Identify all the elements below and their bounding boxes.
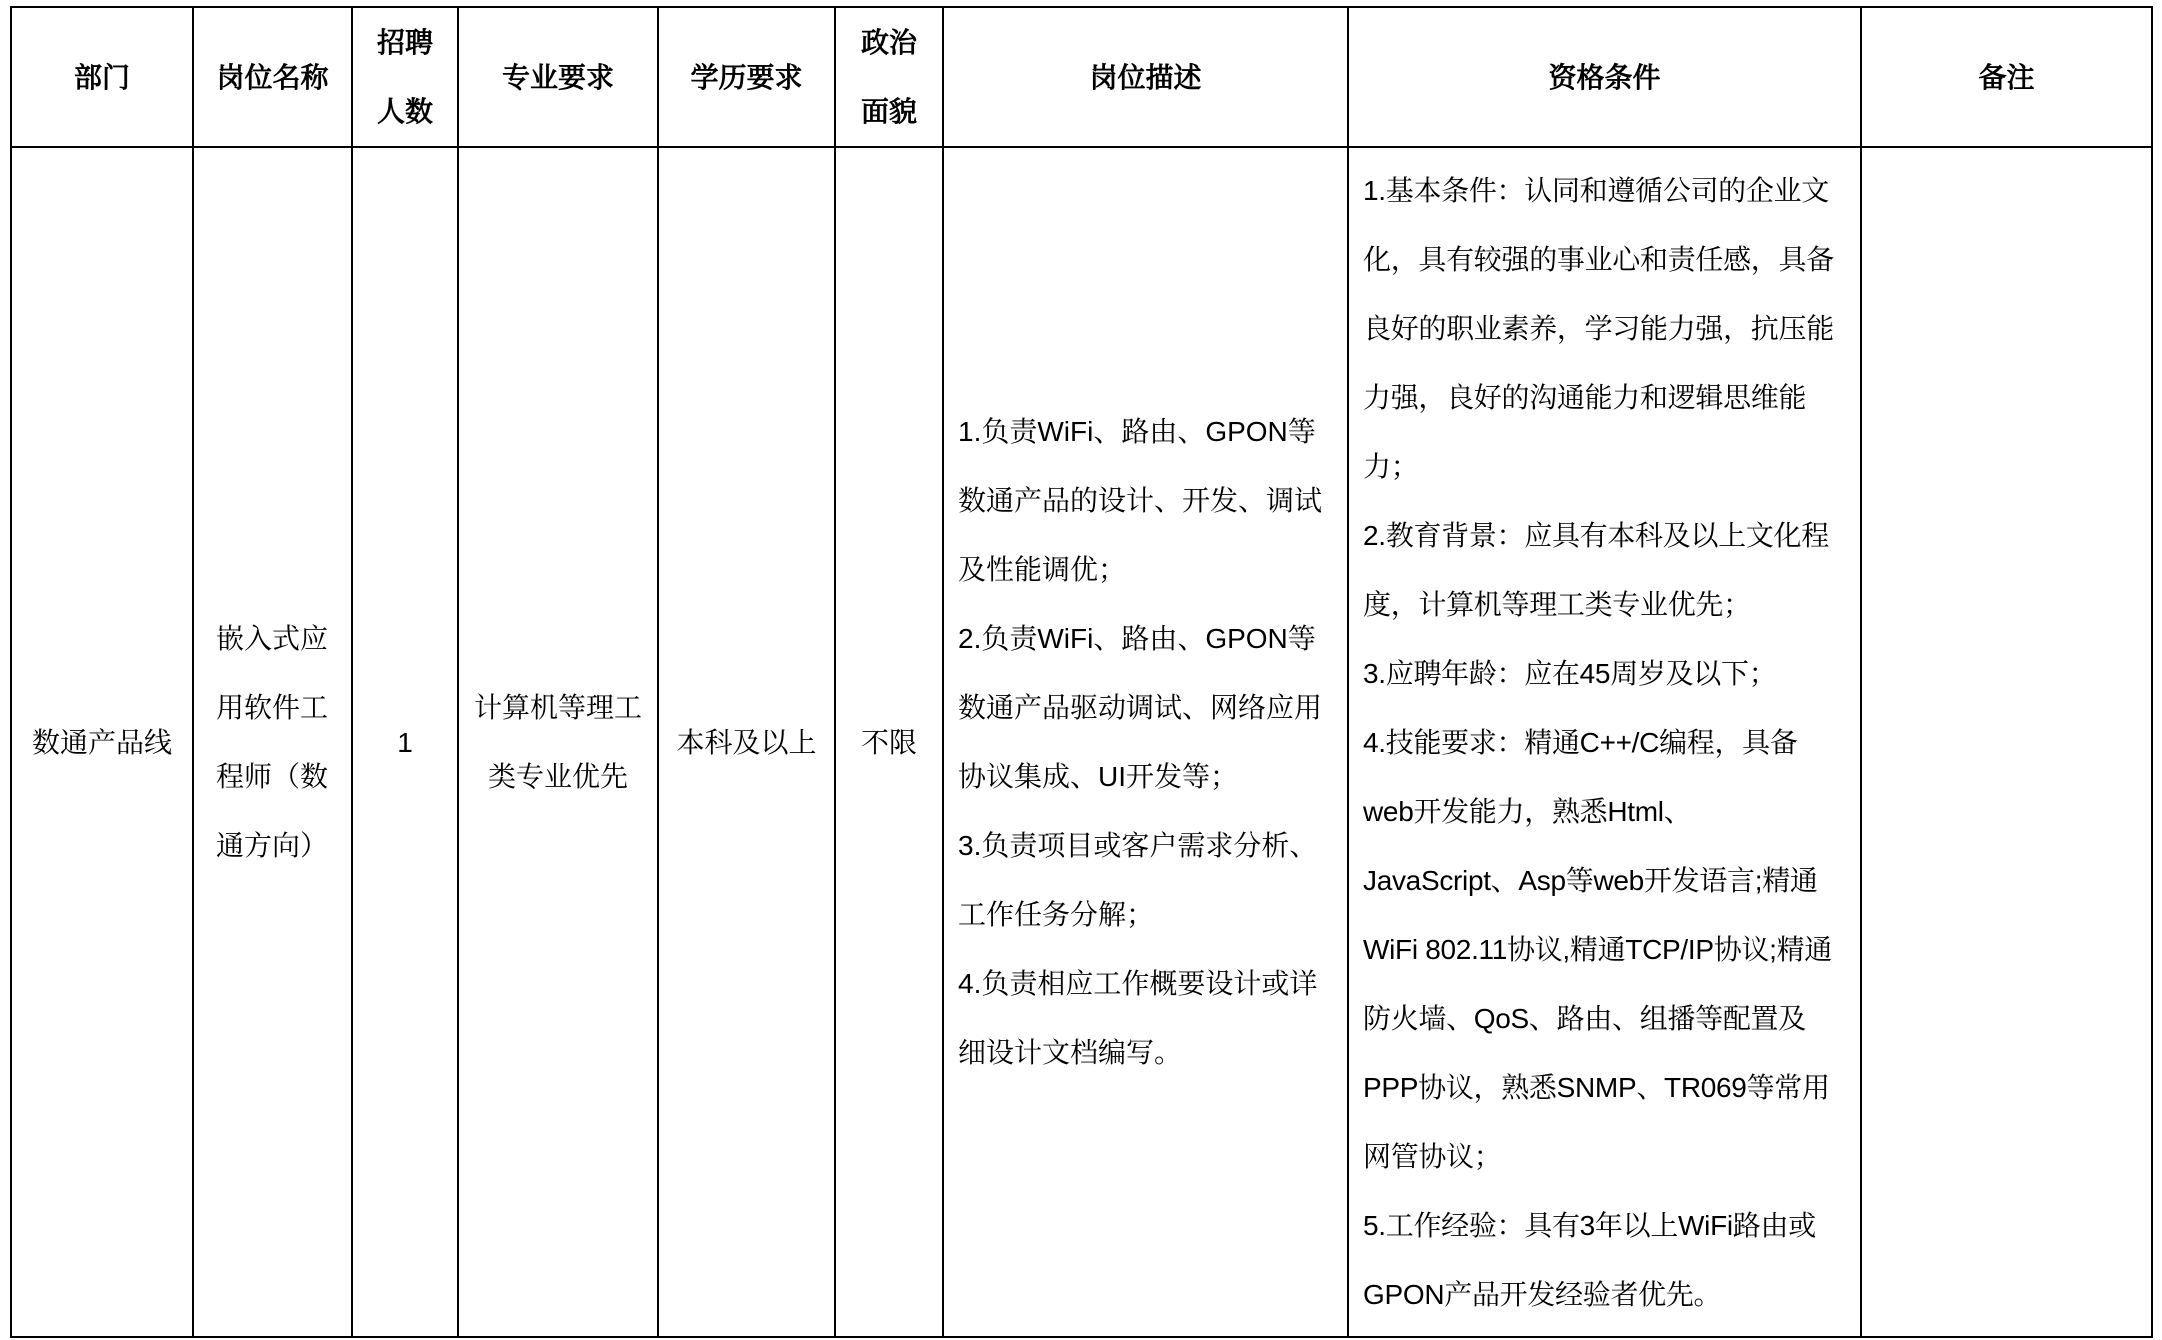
qualification-item: 2.教育背景：应具有本科及以上文化程度，计算机等理工类专业优先； [1363,520,1829,620]
header-position: 岗位名称 [193,7,352,147]
cell-qualifications [1348,147,1861,1337]
cell-description [943,147,1348,1337]
header-major: 专业要求 [458,7,658,147]
qualification-item: 1.基本条件：认同和遵循公司的企业文化，具有较强的事业心和责任感，具备良好的职业素养，学习能力强，抗压能力强，良好的沟通能力和逻辑思维能力； [1363,175,1834,482]
qualification-item: 4.技能要求：精通C++/C编程，具备web开发能力，熟悉Html、JavaScript、Asp等web开发语言;精通WiFi 802.11协议,精通TCP/IP协议;精通防火墙、QoS、路由、组播等配置及PPP协议，熟悉SNMP、TR069等常用网管协议； [1363,727,1833,1172]
cell-position: 嵌入式应用软件工程师（数通方向） [193,147,352,1337]
header-political: 政治面貌 [835,7,943,147]
header-row [11,7,2152,147]
description-item: 1.负责WiFi、路由、GPON等数通产品的设计、开发、调试及性能调优； [958,416,1323,585]
qualification-item: 5.工作经验：具有3年以上WiFi路由或GPON产品开发经验者优先。 [1363,1210,1816,1310]
cell-major: 计算机等理工类专业优先 [458,147,658,1337]
description-item: 3.负责项目或客户需求分析、工作任务分解； [958,830,1318,930]
cell-remark [1861,147,2152,1337]
header-department: 部门 [11,7,193,147]
cell-education: 本科及以上 [658,147,835,1337]
cell-department: 数通产品线 [11,147,193,1337]
cell-political: 不限 [835,147,943,1337]
header-education: 学历要求 [658,7,835,147]
header-description: 岗位描述 [943,7,1348,147]
header-qualifications: 资格条件 [1348,7,1861,147]
description-item: 2.负责WiFi、路由、GPON等数通产品驱动调试、网络应用协议集成、UI开发等； [958,623,1323,792]
description-item: 4.负责相应工作概要设计或详细设计文档编写。 [958,968,1318,1068]
job-posting-table [10,6,2153,1338]
header-remark: 备注 [1861,7,2152,147]
table-row [11,147,2152,1337]
cell-count: 1 [352,147,458,1337]
qualification-item: 3.应聘年龄：应在45周岁及以下； [1363,658,1777,689]
header-count: 招聘人数 [352,7,458,147]
